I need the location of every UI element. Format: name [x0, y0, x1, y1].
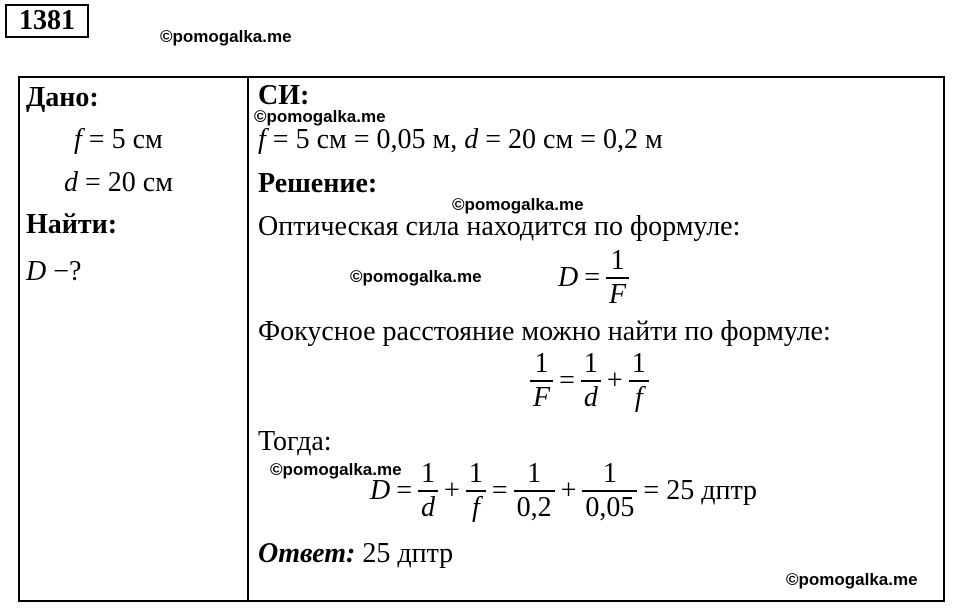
si-f-conv: = 5 см = 0,05 м,: [272, 124, 458, 155]
formula1-num: 1: [610, 245, 625, 276]
formula1-fraction: [606, 245, 629, 311]
watermark: ©pomogalka.me: [160, 27, 292, 46]
formula-calculation: [370, 458, 757, 524]
formula1-lhs: D: [558, 262, 579, 293]
solution-line-1: Оптическая сила находится по формуле:: [258, 211, 741, 242]
find-value: −?: [53, 256, 82, 287]
given-f-value: = 5 см: [88, 124, 163, 155]
formula3-n1: 1: [421, 458, 436, 489]
formula3-d4: 0,05: [582, 490, 637, 524]
formula2-n1: 1: [534, 348, 549, 379]
formula2-plus: +: [606, 365, 623, 396]
si-d-var: d: [464, 124, 479, 155]
given-f: [74, 124, 163, 156]
answer: [258, 538, 453, 570]
answer-value: 25 дптр: [362, 538, 454, 569]
given-d-value: = 20 см: [85, 167, 173, 198]
formula-optical-power: [558, 245, 629, 311]
column-divider: [247, 76, 249, 602]
formula3-eq2: =: [491, 475, 508, 506]
formula3-d1: d: [418, 490, 438, 524]
find-var: D: [26, 256, 47, 287]
given-d-var: d: [64, 167, 78, 198]
formula2-eq: =: [559, 365, 575, 396]
solution-heading: Решение:: [258, 168, 378, 199]
formula3-n3: 1: [527, 458, 542, 489]
watermark: ©pomogalka.me: [270, 460, 402, 479]
formula3-frac-2: [466, 458, 486, 524]
formula2-d3: f: [629, 380, 649, 414]
given-heading: Дано:: [26, 82, 99, 113]
given-f-var: f: [74, 124, 82, 155]
given-d: [64, 167, 173, 199]
solution-line-3: Тогда:: [258, 426, 332, 457]
watermark: ©pomogalka.me: [350, 267, 482, 286]
formula3-frac-4: [582, 458, 637, 524]
formula2-d1: F: [530, 380, 553, 414]
formula3-n4: 1: [602, 458, 617, 489]
formula3-d2: f: [466, 490, 486, 524]
formula3-frac-1: [418, 458, 438, 524]
formula3-lhs: D: [370, 475, 391, 506]
problem-number: 1381: [5, 4, 89, 38]
si-heading: СИ:: [258, 80, 310, 111]
watermark: ©pomogalka.me: [786, 570, 918, 589]
formula2-n2: 1: [583, 348, 598, 379]
formula2-n3: 1: [631, 348, 646, 379]
formula3-result: = 25 дптр: [643, 475, 758, 506]
si-d-conv: = 20 см = 0,2 м: [485, 124, 663, 155]
solution-line-2: Фокусное расстояние можно найти по формуле:: [258, 316, 831, 347]
formula3-eq: =: [396, 475, 413, 506]
formula1-den: F: [606, 277, 629, 311]
formula2-frac-3: [629, 348, 649, 414]
formula3-plus2: +: [560, 475, 577, 506]
find-item: [26, 256, 81, 288]
formula3-plus1: +: [444, 475, 460, 506]
watermark: ©pomogalka.me: [452, 195, 584, 214]
formula2-frac-2: [581, 348, 601, 414]
find-heading: Найти:: [26, 209, 118, 240]
si-conversion: [258, 124, 663, 156]
formula3-n2: 1: [468, 458, 483, 489]
formula2-d2: d: [581, 380, 601, 414]
si-f-var: f: [258, 124, 266, 155]
formula1-eq: =: [584, 262, 601, 293]
formula2-frac-1: [530, 348, 553, 414]
answer-label: Ответ:: [258, 538, 356, 569]
watermark: ©pomogalka.me: [254, 107, 386, 126]
formula3-frac-3: [514, 458, 555, 524]
formula-lens: [530, 348, 649, 414]
formula3-d3: 0,2: [514, 490, 555, 524]
